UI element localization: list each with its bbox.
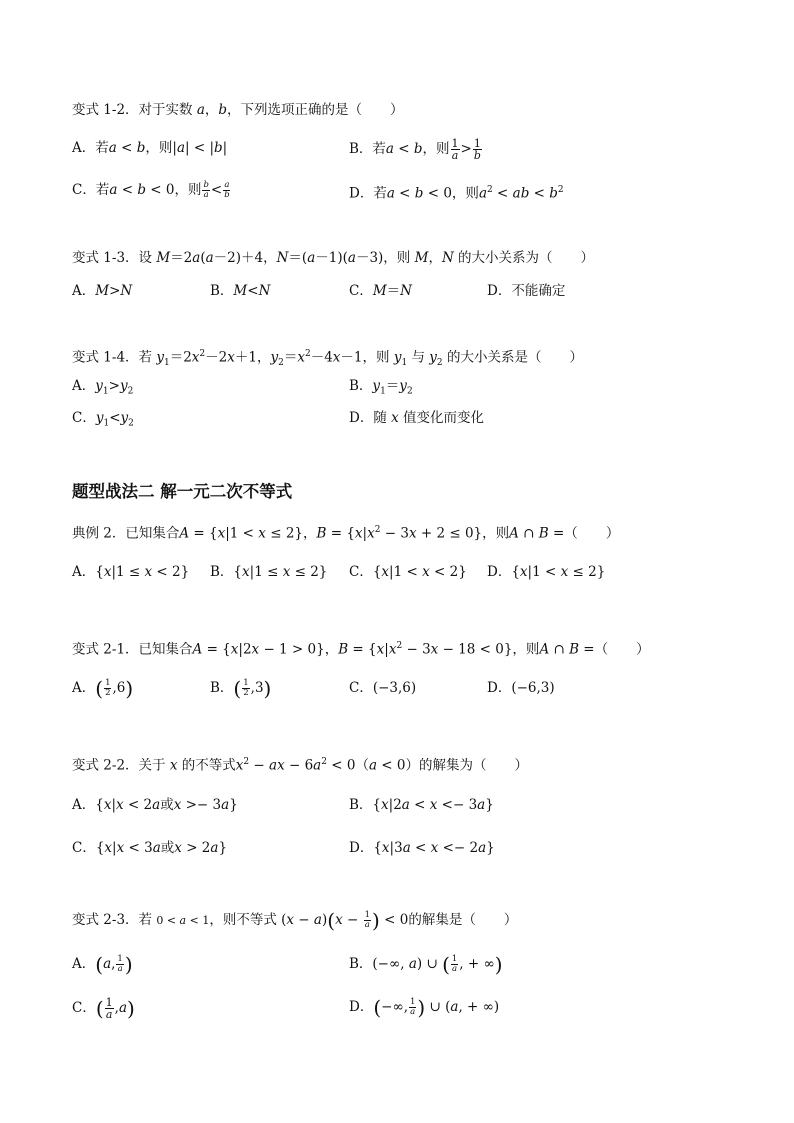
- q1-3-option-b[interactable]: B．M<N: [210, 283, 271, 299]
- q2-3-option-d[interactable]: D．(−∞, $\frac{1}{a}$ ) ∪ (a, + ∞): [349, 995, 500, 1020]
- q2-2-option-b[interactable]: B．{x|2a < x <− 3a}: [349, 797, 494, 813]
- q2-2-stem: 变式 2-2．关于 x 的不等式$x^2$ − ax − $6a^2 < 0(a < 0)$的解集为（ ）: [72, 757, 528, 774]
- ex2-option-a[interactable]: A．{x|1 ≤ x < 2}: [72, 564, 190, 580]
- q2-3-stem: 变式 2-3．若 0 < a < 1，则不等式 (x − a)(x − $\frac{1}{a}$ ) < 0的解集是（ ）: [72, 908, 518, 933]
- ex2-option-c[interactable]: C．{x|1 < x < 2}: [349, 564, 467, 580]
- q1-2-stem: 变式 1-2．对于实数 a，b，下列选项正确的是（ ）: [72, 102, 404, 118]
- q1-3-option-c[interactable]: C．M＝N: [349, 283, 412, 299]
- q2-1-option-c[interactable]: C．(−3,6): [349, 680, 417, 696]
- ex2-stem: 典例 2．已知集合A = {x|1 < x ≤ 2}，$B = \{x|x^2 - 3x + 2 \le 0\}$，则A ∩ B =（ ）: [72, 525, 620, 542]
- q2-3-option-b[interactable]: B．(−∞, a) ∪ ( $\frac{1}{a}$ , + ∞): [349, 952, 503, 977]
- q1-4-option-c[interactable]: C．$y_1<y_2$: [72, 410, 134, 429]
- q2-3-option-c[interactable]: C．( $\frac{1}{a}$ ,a): [72, 996, 135, 1021]
- q2-1-option-d[interactable]: D．(−6,3): [487, 680, 555, 696]
- q1-2-option-a[interactable]: A．若a < b，则|a| < |b|: [72, 140, 228, 156]
- q1-2-option-b[interactable]: B．若a < b，则 $\frac{1}{a}$ > $\frac{1}{b}$: [349, 137, 481, 162]
- q1-3-option-a[interactable]: A．M>N: [72, 283, 133, 299]
- ex2-option-b[interactable]: B．{x|1 ≤ x ≤ 2}: [210, 564, 328, 580]
- q1-2-option-c[interactable]: C．若a < b < 0，则 $\frac{b}{a}$ < $\frac{a}{b}$: [72, 180, 230, 200]
- q1-4-option-a[interactable]: A．$y_1>y_2$: [72, 378, 134, 397]
- q1-3-option-d[interactable]: D．不能确定: [487, 283, 566, 299]
- q2-1-stem: 变式 2-1．已知集合A = {x|2x − 1 > 0}，$B = \{x|x^2 - 3x - 18 < 0\}$，则A ∩ B =（ ）: [72, 641, 650, 658]
- q2-2-option-d[interactable]: D．{x|3a < x <− 2a}: [349, 840, 495, 856]
- q2-1-option-b[interactable]: B．( $\frac{1}{2}$ ,3): [210, 676, 272, 701]
- section-heading: 题型战法二 解一元二次不等式: [72, 482, 293, 501]
- q2-3-option-a[interactable]: A．(a, $\frac{1}{a}$ ): [72, 952, 133, 977]
- ex2-option-d[interactable]: D．{x|1 < x ≤ 2}: [487, 564, 606, 580]
- q1-4-stem: 变式 1-4．若 $y_1=2x^2-2x+1$，$y_2=x^2-4x-1$，则 $y_1$ 与 $y_2$ 的大小关系是（ ）: [72, 349, 583, 369]
- q1-2-option-d[interactable]: D．若a < b < 0，则$a^2$ < ab < $b^2$: [349, 185, 564, 202]
- q2-2-option-c[interactable]: C．{x|x < 3a或x > 2a}: [72, 840, 228, 856]
- q1-4-option-b[interactable]: B．$y_1=y_2$: [349, 378, 413, 397]
- q1-4-option-d[interactable]: D．随 x 值变化而变化: [349, 410, 485, 426]
- q2-2-option-a[interactable]: A．{x|x < 2a或x >− 3a}: [72, 797, 238, 813]
- q2-1-option-a[interactable]: A．( $\frac{1}{2}$ ,6): [72, 676, 134, 701]
- q1-3-stem: 变式 1-3．设 M＝2a(a－2)＋4，N＝(a－1)(a－3)，则 M，N 的大小关系为（ ）: [72, 250, 595, 266]
